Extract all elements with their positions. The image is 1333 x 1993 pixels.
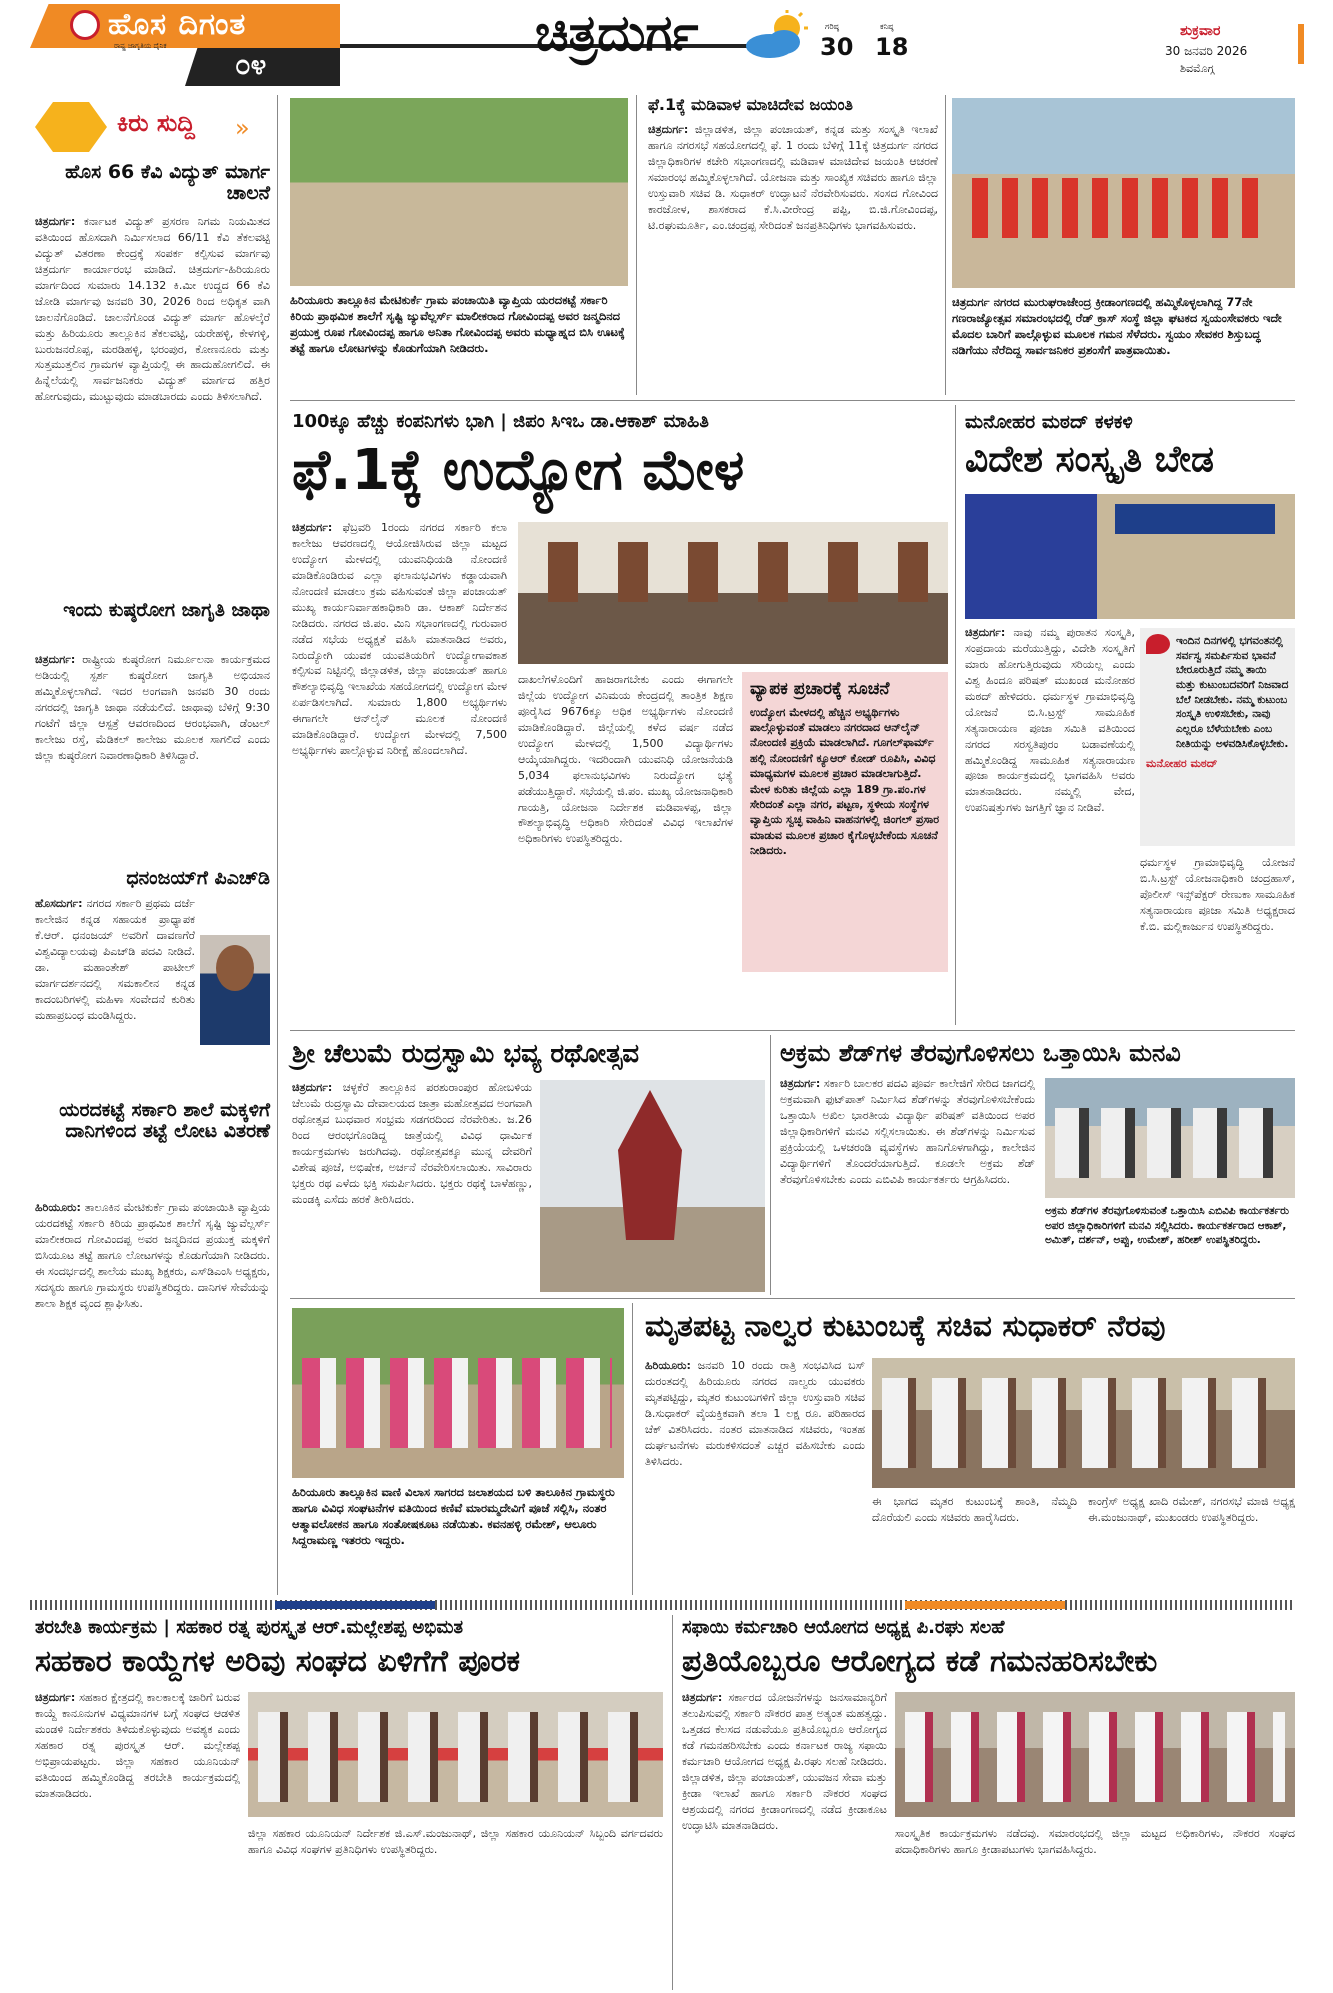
article-body: ಕರ್ನಾಟಕ ವಿದ್ಯುತ್ ಪ್ರಸರಣ ನಿಗಮ ನಿಯಮಿತದ ವತಿಯಿಂದ ಹೊಸದಾಗಿ ನಿರ್ಮಿಸಲಾದ 66/11 ಕೆವಿ ತೆಕಲವಟ್ಟಿ ವಿದ್ಯುತ್ ವಿತರಣಾ ಕೇಂದ್ರಕ್ಕೆ ಸಂಪರ್ಕ ಕಲ್ಪಿಸುವ ಮಾರ್ಗವು ಚಿತ್ರದುರ್ಗ ಕಾರ್ಯಾರಂಭ ಮಾಡಿದೆ. ಚಿತ್ರದುರ್ಗ-ಹಿರಿಯೂರು ಮಾರ್ಗದಿಂದ ಸುಮಾರು 14.132 ಕಿ.ಮೀ ಉದ್ದದ 66 ಕೆವಿ ಜೋಡಿ ಮಾರ್ಗವು ಜನವರಿ 30, 2026 ರಿಂದ ಅಧಿಕೃತ ವಾಗಿ ಚಾಲನೆಗೊಂಡಿದೆ. ಚಾಲನೆಗೊಂಡ ವಿದ್ಯುತ್ ಮಾರ್ಗ ಹೊಳಲ್ಕೆರೆ ಮತ್ತು ಹಿರಿಯೂರು ತಾಲ್ಲೂಕಿನ ತೆಕಲವಟ್ಟಿ, ಯರೇಹಳ್ಳಿ, ಕೇಳಗಳ್ಳಿ, ಬುರುಜನರೊಪ್ಪ, ಮರಡಿಹಳ್ಳಿ, ಭರಂಪುರ, ಕೋಣನೂರು ಮತ್ತು ಸುತ್ತಮುತ್ತಲಿನ ಗ್ರಾಮಗಳ ವ್ಯಾಪ್ತಿಯಲ್ಲಿ ಈ ಹಾದುಹೋಗಲಿದೆ. ಈ ಹಿನ್ನೆಲೆಯಲ್ಲಿ ಸಾರ್ವಜನಿಕರು ವಿದ್ಯುತ್ ಮಾರ್ಗದ ಹತ್ತಿರ ಹೋಗುವುದು, ಮುಟ್ಟುವುದು ಮಾಡಬಾರದು ಎಂದು ತಿಳಿಸಲಾಗಿದೆ. xyxy=(35,215,270,404)
article-power-line xyxy=(35,214,270,584)
article-body: ಧರ್ಮಸ್ಥಳ ಗ್ರಾಮಾಭಿವೃದ್ಧಿ ಯೋಜನೆ ಬಿ.ಸಿ.ಟ್ರಸ್ಟ್ ಯೋಜನಾಧಿಕಾರಿ ಚಂದ್ರಹಾಸ್, ಪೊಲೀಸ್ ಇನ್ಸ್‌ಪೆಕ್ಟರ್ ರೇಣುಕಾ ಸಾಮೂಹಿಕ ಸತ್ಯನಾರಾಯಣ ಪೂಜಾ ಸಮಿತಿ ಅಧ್ಯಕ್ಷರಾದ ಕೆ.ಬಿ. ಮಲ್ಲಿಕಾರ್ಜುನ ಉಪಸ್ಥಿತರಿದ್ದರು. xyxy=(1140,856,1295,933)
article-safai-col2 xyxy=(895,1826,1295,1986)
portrait-photo xyxy=(200,935,270,1045)
group-photo xyxy=(292,1308,624,1478)
headline-chariot: ಶ್ರೀ ಚೆಲುಮೆ ರುದ್ರಸ್ವಾಮಿ ಭವ್ಯ ರಥೋತ್ಸವ xyxy=(292,1039,640,1069)
dateline: ಹಿರಿಯೂರು: xyxy=(645,1359,691,1372)
article-body: ರಾಷ್ಟ್ರೀಯ ಕುಷ್ಠರೋಗ ನಿರ್ಮೂಲನಾ ಕಾರ್ಯಕ್ರಮದ ಅಡಿಯಲ್ಲಿ ಸ್ಪರ್ಶ ಕುಷ್ಠರೋಗ ಜಾಗೃತಿ ಅಭಿಯಾನ ಹಮ್ಮಿಕೊಳ್ಳಲಾಗಿದೆ. ಇದರ ಅಂಗವಾಗಿ ಜನವರಿ 30 ರಂದು ನಗರದಲ್ಲಿ ಜಾಗೃತಿ ಜಾಥಾ ನಡೆಯಲಿದೆ. ಜಾಥಾವು ಬೆಳಿಗ್ಗೆ 9:30 ಗಂಟೆಗೆ ಜಿಲ್ಲಾ ಆಸ್ಪತ್ರೆ ಆವರಣದಿಂದ ಆರಂಭವಾಗಿ, ಡೆಂಟಲ್ ಕಾಲೇಜು ರಸ್ತೆ, ಮೆಡಿಕಲ್ ಕಾಲೇಜು ಮೂಲಕ ಸಾಗಲಿದೆ ಎಂದು ಜಿಲ್ಲಾ ಕುಷ್ಠರೋಗ ನಿವಾರಣಾಧಿಕಾರಿ ತಿಳಿಸಿದ್ದಾರೆ. xyxy=(35,653,270,762)
article-chariot xyxy=(292,1080,532,1290)
column-rule xyxy=(770,1035,771,1295)
article-culture xyxy=(965,625,1135,1015)
article-leprosy xyxy=(35,652,270,857)
kiru-suddi-badge xyxy=(35,96,265,156)
kicker-job-fair: 100ಕ್ಕೂ ಹೆಚ್ಚು ಕಂಪನಿಗಳು ಭಾಗಿ | ಜಿಪಂ ಸಿಇಒ ಡಾ.ಆಕಾಶ್ ಮಾಹಿತಿ xyxy=(292,411,709,432)
separator-accent-orange xyxy=(905,1601,1065,1609)
row-rule xyxy=(290,400,1295,401)
parade-marchers xyxy=(972,178,1272,238)
min-temp: 18 xyxy=(875,33,909,61)
quote-box xyxy=(1140,628,1295,846)
column-rule xyxy=(636,95,637,395)
culture-photo xyxy=(965,494,1295,619)
article-body: ದಾಖಲೆಗಳೊಂದಿಗೆ ಹಾಜರಾಗಬೇಕು ಎಂದು ಈಗಾಗಲೇ ಜಿಲ್ಲೆಯ ಉದ್ಯೋಗ ವಿನಿಮಯ ಕೇಂದ್ರದಲ್ಲಿ ತಾಂತ್ರಿಕ ಶಿಕ್ಷಣ ಪೂರೈಸಿದ 9676ಕ್ಕೂ ಅಧಿಕ ಅಭ್ಯರ್ಥಿಗಳು ನೋಂದಣಿ ಮಾಡಿಕೊಂಡಿದ್ದಾರೆ. ಜಿಲ್ಲೆಯಲ್ಲಿ ಕಳೆದ ವರ್ಷ ನಡೆದ ಉದ್ಯೋಗ ಮೇಳದಲ್ಲಿ 1,500 ವಿದ್ಯಾರ್ಥಿಗಳು ಆಯ್ಕೆಯಾಗಿದ್ದರು. ಇದರಿಂದಾಗಿ ಯುವನಿಧಿ ಯೋಜನೆಯಡಿ 5,034 ಫಲಾನುಭವಿಗಳು ನಿರುದ್ಯೋಗ ಭತ್ಯೆ ಪಡೆಯುತ್ತಿದ್ದಾರೆ. ಸಭೆಯಲ್ಲಿ ಜಿ.ಪಂ. ಮುಖ್ಯ ಯೋಜನಾಧಿಕಾರಿ ಗಾಯತ್ರಿ, ಯೋಜನಾ ನಿರ್ದೇಶಕ ಮಡಿವಾಳಪ್ಪ, ಜಿಲ್ಲಾ ಕೌಶಲ್ಯಾಭಿವೃದ್ಧಿ ಅಧಿಕಾರಿ ಸೇರಿದಂತೆ ವಿವಿಧ ಇಲಾಖೆಗಳ ಅಧಿಕಾರಿಗಳು ಉಪಸ್ಥಿತರಿದ್ದರು. xyxy=(518,673,733,846)
highlight-box-title: ವ್ಯಾಪಕ ಪ್ರಚಾರಕ್ಕೆ ಸೂಚನೆ xyxy=(750,679,890,699)
school-photo xyxy=(290,98,628,286)
headline-power-line: ಹೊಸ 66 ಕೆವಿ ವಿದ್ಯುತ್ ಮಾರ್ಗ ಚಾಲನೆ xyxy=(65,161,270,204)
dateline: ಚಿತ್ರದುರ್ಗ: xyxy=(965,626,1006,639)
article-body: ಸಹಕಾರ ಕ್ಷೇತ್ರದಲ್ಲಿ ಕಾಲಕಾಲಕ್ಕೆ ಜಾರಿಗೆ ಬರುವ ಕಾಯ್ದೆ ಕಾನೂನುಗಳ ವಿಧ್ಯಮಾನಗಳ ಬಗ್ಗೆ ಸಂಘದ ಆಡಳಿತ ಮಂಡಳಿ ನಿರ್ದೇಶಕರು ತಿಳಿದುಕೊಳ್ಳುವುದು ಅವಶ್ಯಕ ಎಂದು ಸಹಕಾರ ರತ್ನ ಪುರಸ್ಕೃತ ಆರ್. ಮಲ್ಲೇಶಪ್ಪ ಅಭಿಪ್ರಾಯಪಟ್ಟರು. ಜಿಲ್ಲಾ ಸಹಕಾರ ಯೂನಿಯನ್ ವತಿಯಿಂದ ಹಮ್ಮಿಕೊಂಡಿದ್ದ ತರಬೇತಿ ಕಾರ್ಯಕ್ರಮದಲ್ಲಿ ಮಾತನಾಡಿದರು. xyxy=(35,1691,240,1800)
max-temp-label: ಗರಿಷ್ಠ xyxy=(825,22,839,31)
kiru-suddi-label: ಕಿರು ಸುದ್ದಿ xyxy=(117,109,195,137)
caption-group-photo: ಹಿರಿಯೂರು ತಾಲ್ಲೂಕಿನ ವಾಣಿ ವಿಲಾಸ ಸಾಗರದ ಜಲಾಶಯದ ಬಳಿ ತಾಲೂಕಿನ ಗ್ರಾಮಸ್ಥರು ಹಾಗೂ ವಿವಿಧ ಸಂಘಟನೆಗಳ ವತಿಯಿಂದ ಕಣಿವೆ ಮಾರಮ್ಮದೇವಿಗೆ ಪೂಜೆ ಸಲ್ಲಿಸಿ, ನಂತರ ಆತ್ಮಾವಲೋಕನ ಹಾಗೂ ಸಂತೋಷಕೂಟ ನಡೆಯಿತು. ಕವನಹಳ್ಳಿ ರಮೇಶ್, ಆಲೂರು ಸಿದ್ದರಾಮಣ್ಣ ಇತರರು ಇದ್ದರು. xyxy=(292,1485,615,1548)
article-body: ಚಳ್ಳಕೆರೆ ತಾಲ್ಲೂಕಿನ ಪರಶುರಾಂಪುರ ಹೋಬಳಿಯ ಚೆಲುಮೆ ರುದ್ರಸ್ವಾಮಿ ದೇವಾಲಯದ ಜಾತ್ರಾ ಮಹೋತ್ಸವದ ಅಂಗವಾಗಿ ರಥೋತ್ಸವ ಬುಧವಾರ ಸಂಭ್ರಮ ಸಡಗರದಿಂದ ನೆರವೇರಿತು. ಜ.26 ರಿಂದ ಆರಂಭಗೊಂಡಿದ್ದ ಜಾತ್ರೆಯಲ್ಲಿ ವಿವಿಧ ಧಾರ್ಮಿಕ ಕಾರ್ಯಕ್ರಮಗಳು ಜರುಗಿದವು. ರಥೋತ್ಸವಕ್ಕೂ ಮುನ್ನ ದೇವರಿಗೆ ವಿಶೇಷ ಪೂಜೆ, ಅಭಿಷೇಕ, ಅರ್ಚನೆ ನೆರವೇರಿಸಲಾಯಿತು. ಸಾವಿರಾರು ಭಕ್ತರು ರಥ ಎಳೆದು ಭಕ್ತಿ ಸಮರ್ಪಿಸಿದರು. ಭಕ್ತರು ರಥಕ್ಕೆ ಬಾಳೆಹಣ್ಣು, ಮಂಡಕ್ಕಿ ಎಸೆದು ಹರಕೆ ತೀರಿಸಿದರು. xyxy=(292,1081,532,1206)
caption-school-photo: ಹಿರಿಯೂರು ತಾಲ್ಲೂಕಿನ ಮೇಟಿಕುರ್ಕೆ ಗ್ರಾಮ ಪಂಚಾಯಿತಿ ವ್ಯಾಪ್ತಿಯ ಯರದಕಟ್ಟೆ ಸರ್ಕಾರಿ ಕಿರಿಯ ಪ್ರಾಥಮಿಕ ಶಾಲೆಗೆ ಸೃಷ್ಟಿ ಜ್ಯುವೆಲ್ಲರ್ಸ್ ಮಾಲೀಕರಾದ ಗೋವಿಂದಪ್ಪ ಅವರ ಜನ್ಮದಿನದ ಪ್ರಯುಕ್ತ ರೂಪ ಗೋವಿಂದಪ್ಪ ಹಾಗೂ ಅನಿತಾ ಗೋವಿಂದಪ್ಪ ಅವರು ಮಧ್ಯಾಹ್ನದ ಬಿಸಿ ಊಟಕ್ಕೆ ತಟ್ಟೆ ಹಾಗೂ ಲೋಟಗಳನ್ನು ಕೊಡುಗೆಯಾಗಿ ನೀಡಿದರು. xyxy=(290,293,625,356)
headline-safai: ಪ್ರತಿಯೊಬ್ಬರೂ ಆರೋಗ್ಯದ ಕಡೆ ಗಮನಹರಿಸಬೇಕು xyxy=(682,1644,1158,1679)
partly-cloudy-icon xyxy=(742,10,812,60)
article-body: ಜಿಲ್ಲಾಡಳಿತ, ಜಿಲ್ಲಾ ಪಂಚಾಯತ್, ಕನ್ನಡ ಮತ್ತು ಸಂಸ್ಕೃತಿ ಇಲಾಖೆ ಹಾಗೂ ನಗರಸಭೆ ಸಹಯೋಗದಲ್ಲಿ ಫೆ. 1 ರಂದು ಬೆಳಿಗ್ಗೆ 11ಕ್ಕೆ ಚಿತ್ರದುರ್ಗ ನಗರದ ಜಿಲ್ಲಾಧಿಕಾರಿಗಳ ಕಚೇರಿ ಸಭಾಂಗಣದಲ್ಲಿ ಮಡಿವಾಳ ಮಾಚಿದೇವ ಜಯಂತಿ ಆಚರಣೆ ಸಮಾರಂಭ ಹಮ್ಮಿಕೊಳ್ಳಲಾಗಿದೆ. ಯೋಜನಾ ಮತ್ತು ಸಾಂಖ್ಯಿಕ ಸಚಿವರು ಹಾಗೂ ಜಿಲ್ಲಾ ಉಸ್ತುವಾರಿ ಸಚಿವ ಡಿ. ಸುಧಾಕರ್ ಉದ್ಘಾಟನೆ ನೆರವೇರಿಸುವರು. ಸಂಸದ ಗೋವಿಂದ ಕಾರಜೋಳ, ಶಾಸಕರಾದ ಕೆ.ಸಿ.ವೀರೇಂದ್ರ ಪಪ್ಪಿ, ಬಿ.ಜಿ.ಗೋವಿಂದಪ್ಪ, ಟಿ.ರಘುಮೂರ್ತಿ, ಎಂ.ಚಂದ್ರಪ್ಪ ಸೇರಿದಂತೆ ಜನಪ್ರತಿನಿಧಿಗಳು ಭಾಗವಹಿಸುವರು. xyxy=(648,123,938,232)
meeting-photo xyxy=(518,522,948,664)
headline-job-fair: ಫೆ.1ಕ್ಕೆ ಉದ್ಯೋಗ ಮೇಳ xyxy=(292,438,745,503)
masthead-accent xyxy=(1298,24,1304,64)
parade-photo xyxy=(952,98,1295,288)
article-body: ಸರ್ಕಾರದ ಯೋಜನೆಗಳನ್ನು ಜನಸಾಮಾನ್ಯರಿಗೆ ತಲುಪಿಸುವಲ್ಲಿ ಸರ್ಕಾರಿ ನೌಕರರ ಪಾತ್ರ ಅತ್ಯಂತ ಮಹತ್ವದ್ದು. ಒತ್ತಡದ ಕೆಲಸದ ನಡುವೆಯೂ ಪ್ರತಿಯೊಬ್ಬರೂ ಆರೋಗ್ಯದ ಕಡೆ ಗಮನಹರಿಸಬೇಕು ಎಂದು ಕರ್ನಾಟಕ ರಾಜ್ಯ ಸಫಾಯಿ ಕರ್ಮಚಾರಿ ಆಯೋಗದ ಅಧ್ಯಕ್ಷ ಪಿ.ರಘು ಸಲಹೆ ನೀಡಿದರು. ಜಿಲ್ಲಾಡಳಿತ, ಜಿಲ್ಲಾ ಪಂಚಾಯತ್, ಯುವಜನ ಸೇವಾ ಮತ್ತು ಕ್ರೀಡಾ ಇಲಾಖೆ ಹಾಗೂ ಸರ್ಕಾರಿ ನೌಕರರ ಸಂಘದ ಆಶ್ರಯದಲ್ಲಿ ನಗರದ ಕ್ರೀಡಾಂಗಣದಲ್ಲಿ ನಡೆದ ಕ್ರೀಡಾಕೂಟ ಉದ್ಘಾಟಿಸಿ ಮಾತನಾಡಿದರು. xyxy=(682,1691,887,1832)
minister-photo xyxy=(872,1358,1295,1488)
chevron-right-icon: » xyxy=(235,114,250,142)
column-rule xyxy=(955,405,956,1025)
headline-madivala: ಫೆ.1ಕ್ಕೆ ಮಡಿವಾಳ ಮಾಚಿದೇವ ಜಯಂತಿ xyxy=(648,95,854,114)
date-label: 30 ಜನವರಿ 2026 xyxy=(1165,44,1248,58)
min-temp-label: ಕನಿಷ್ಠ xyxy=(880,22,894,31)
paper-name: ಹೊಸ ದಿಗಂತ xyxy=(108,7,247,42)
article-body: ಸರ್ಕಾರಿ ಬಾಲಕರ ಪದವಿ ಪೂರ್ವ ಕಾಲೇಜಿಗೆ ಸೇರಿದ ಜಾಗದಲ್ಲಿ ಅಕ್ರಮವಾಗಿ ಫುಟ್‌ಪಾತ್ ನಿರ್ಮಿಸಿದ ಶೆಡ್‌ಗಳನ್ನು ತೆರವುಗೊಳಿಸಬೇಕೆಂದು ಒತ್ತಾಯಿಸಿ ಅಖಿಲ ಭಾರತೀಯ ವಿದ್ಯಾರ್ಥಿ ಪರಿಷತ್ ವತಿಯಿಂದ ಅಪರ ಜಿಲ್ಲಾಧಿಕಾರಿಗಳಿಗೆ ಮನವಿ ಸಲ್ಲಿಸಲಾಯಿತು. ಈ ಶೆಡ್‌ಗಳನ್ನು ನಿರ್ಮಿಸುವ ಪ್ರಕ್ರಿಯೆಯಲ್ಲಿ ಒಳಚರಂಡಿ ವ್ಯವಸ್ಥೆಗಳು ಹಾನಿಗೊಳಗಾಗಿದ್ದು, ಕಾಲೇಜಿನ ವಿದ್ಯಾರ್ಥಿಗಳಿಗೆ ತೊಂದರೆಯಾಗುತ್ತಿದೆ. ಕೂಡಲೇ ಅಕ್ರಮ ಶೆಡ್ ತೆರವುಗೊಳಿಸಬೇಕು ಎಂದು ಎಬಿವಿಪಿ ಕಾರ್ಯಕರ್ತರು ಆಗ್ರಹಿಸಿದರು. xyxy=(780,1077,1035,1186)
article-job-fair-col2 xyxy=(518,672,733,1022)
safai-people xyxy=(905,1712,1285,1802)
headline-minister: ಮೃತಪಟ್ಟ ನಾಲ್ವರ ಕುಟುಂಬಕ್ಕೆ ಸಚಿವ ಸುಧಾಕರ್ ನೆರವು xyxy=(645,1309,1166,1344)
quote-text: ಇಂದಿನ ದಿನಗಳಲ್ಲಿ ಭಗವಂತನಲ್ಲಿ ಸರ್ವಸ್ವ ಸಮರ್ಪಿಸುವ ಭಾವನೆ ಬೇರೂರುತ್ತಿದೆ ನಮ್ಮ ತಾಯಿ ಮತ್ತು ಕುಟುಂಬದವರಿಗೆ ನಿಜವಾದ ಬೆಲೆ ನೀಡಬೇಕು. ನಮ್ಮ ಕುಟುಂಬ ಸಂಸ್ಕೃತಿ ಉಳಿಸಬೇಕು, ನಾವು ಎಲ್ಲರೂ ಬೆಳೆಯಬೇಕು ಎಂಬ ನೀತಿಯನ್ನು ಅಳವಡಿಸಿಕೊಳ್ಳಬೇಕು. xyxy=(1176,635,1289,750)
headline-leprosy: ಇಂದು ಕುಷ್ಠರೋಗ ಜಾಗೃತಿ ಜಾಥಾ xyxy=(63,599,270,621)
article-sheds xyxy=(780,1076,1035,1288)
masthead xyxy=(30,4,1305,86)
article-culture-col2 xyxy=(1140,855,1295,1020)
dateline: ಚಿತ್ರದುರ್ಗ: xyxy=(292,1081,333,1094)
article-madivala xyxy=(648,122,938,390)
meeting-people xyxy=(548,542,928,602)
quote-author: ಮನೋಹರ ಮಠದ್ xyxy=(1146,756,1218,770)
article-cooperative-col2 xyxy=(248,1826,663,1986)
cooperative-photo xyxy=(248,1692,663,1817)
article-body: ತಾಲೂಕಿನ ಮೇಟಿಕುರ್ಕೆ ಗ್ರಾಮ ಪಂಚಾಯಿತಿ ವ್ಯಾಪ್ತಿಯ ಯರದಕಟ್ಟೆ ಸರ್ಕಾರಿ ಕಿರಿಯ ಪ್ರಾಥಮಿಕ ಶಾಲೆಗೆ ಸೃಷ್ಟಿ ಜ್ಯುವೆಲ್ಲರ್ಸ್ ಮಾಲೀಕರಾದ ಗೋವಿಂದಪ್ಪ ಅವರ ಜನ್ಮದಿನದ ಪ್ರಯುಕ್ತ ಮಕ್ಕಳಿಗೆ ಬಿಸಿಯೂಟ ತಟ್ಟೆ ಹಾಗೂ ಲೋಟಗಳನ್ನು ಕೊಡುಗೆಯಾಗಿ ನೀಡಿದರು. ಈ ಸಂದರ್ಭದಲ್ಲಿ ಶಾಲೆಯ ಮುಖ್ಯ ಶಿಕ್ಷಕರು, ಎಸ್‌ಡಿಎಂಸಿ ಅಧ್ಯಕ್ಷರು, ಸದಸ್ಯರು ಹಾಗೂ ಗ್ರಾಮಸ್ಥರು ಉಪಸ್ಥಿತರಿದ್ದರು. ದಾನಿಗಳ ಸೇವೆಯನ್ನು ಶಾಲಾ ಶಿಕ್ಷಕ ವೃಂದ ಶ್ಲಾಘಿಸಿತು. xyxy=(35,1201,270,1310)
article-cooperative xyxy=(35,1690,240,1985)
article-body: ಸಾಂಸ್ಕೃತಿಕ ಕಾರ್ಯಕ್ರಮಗಳು ನಡೆದವು. ಸಮಾರಂಭದಲ್ಲಿ ಜಿಲ್ಲಾ ಮಟ್ಟದ ಅಧಿಕಾರಿಗಳು, ನೌಕರರ ಸಂಘದ ಪದಾಧಿಕಾರಿಗಳು ಹಾಗೂ ಕ್ರೀಡಾಪಟುಗಳು ಭಾಗವಹಿಸಿದ್ದರು. xyxy=(895,1827,1295,1856)
portrait-face xyxy=(216,945,254,991)
edition-label: ಶಿವಮೊಗ್ಗ xyxy=(1180,62,1215,75)
chariot-photo xyxy=(540,1080,765,1292)
section-separator xyxy=(30,1600,1295,1610)
dateline: ಚಿತ್ರದುರ್ಗ: xyxy=(682,1691,723,1704)
dateline: ಚಿತ್ರದುರ್ಗ: xyxy=(35,653,76,666)
headline-cooperative: ಸಹಕಾರ ಕಾಯ್ದೆಗಳ ಅರಿವು ಸಂಘದ ಏಳಿಗೆಗೆ ಪೂರಕ xyxy=(35,1644,521,1679)
dateline: ಹಿರಿಯೂರು: xyxy=(35,1201,81,1214)
dateline: ಚಿತ್ರದುರ್ಗ: xyxy=(35,215,76,228)
article-job-fair-col1 xyxy=(292,520,507,1020)
kicker-culture: ಮನೋಹರ ಮಠದ್ ಕಳಕಳಿ xyxy=(965,411,1133,433)
sheds-photo xyxy=(1045,1078,1295,1198)
article-body: ಫೆಬ್ರವರಿ 1ರಂದು ನಗರದ ಸರ್ಕಾರಿ ಕಲಾ ಕಾಲೇಜು ಆವರಣದಲ್ಲಿ ಆಯೋಜಿಸಿರುವ ಜಿಲ್ಲಾ ಮಟ್ಟದ ಉದ್ಯೋಗ ಮೇಳದಲ್ಲಿ ಯುವನಿಧಿಯಡಿ ನೋಂದಣಿ ಮಾಡಿಕೊಂಡಿರುವ ಎಲ್ಲಾ ಫಲಾನುಭವಿಗಳು ಕಡ್ಡಾಯವಾಗಿ ನೋಂದಣಿ ಮಾಡಲು ಕ್ರಮ ವಹಿಸುವಂತೆ ಜಿಲ್ಲಾ ಪಂಚಾಯತ್ ಮುಖ್ಯ ಕಾರ್ಯನಿರ್ವಾಹಕಾಧಿಕಾರಿ ಡಾ. ಆಕಾಶ್ ನಿರ್ದೇಶನ ನೀಡಿದರು. ನಗರದ ಜಿ.ಪಂ. ಮಿನಿ ಸಭಾಂಗಣದಲ್ಲಿ ಗುರುವಾರ ನಡೆದ ಸಭೆಯ ಅಧ್ಯಕ್ಷತೆ ವಹಿಸಿ ಮಾತನಾಡಿದ ಅವರು, ನಿರುದ್ಯೋಗಿ ಯುವಕ ಯುವತಿಯರಿಗೆ ಉದ್ಯೋಗಾವಕಾಶ ಕಲ್ಪಿಸುವ ನಿಟ್ಟಿನಲ್ಲಿ ಜಿಲ್ಲಾಡಳಿತ, ಜಿಲ್ಲಾ ಪಂಚಾಯತ್ ಹಾಗೂ ಕೌಶಲ್ಯಾಭಿವೃದ್ಧಿ ಇಲಾಖೆಯ ಸಹಯೋಗದಲ್ಲಿ ಉದ್ಯೋಗ ಮೇಳ ಏರ್ಪಡಿಸಲಾಗಿದೆ. ಸುಮಾರು 1,800 ಅಭ್ಯರ್ಥಿಗಳು ಈಗಾಗಲೇ ಆನ್‌ಲೈನ್ ಮೂಲಕ ನೋಂದಣಿ ಮಾಡಿಕೊಂಡಿದ್ದಾರೆ. ಉದ್ಯೋಗ ಮೇಳದಲ್ಲಿ 7,500 ಅಭ್ಯರ್ಥಿಗಳು ಪಾಲ್ಗೊಳ್ಳುವ ನಿರೀಕ್ಷೆ ಹೊಂದಲಾಗಿದೆ. xyxy=(292,521,507,758)
safai-photo xyxy=(895,1692,1295,1817)
dateline: ಚಿತ್ರದುರ್ಗ: xyxy=(648,123,689,136)
quote-icon xyxy=(1146,634,1170,654)
caption-parade-photo: ಚಿತ್ರದುರ್ಗ ನಗರದ ಮುರುಘರಾಜೇಂದ್ರ ಕ್ರೀಡಾಂಗಣದಲ್ಲಿ ಹಮ್ಮಿಕೊಳ್ಳಲಾಗಿದ್ದ 77ನೇ ಗಣರಾಜ್ಯೋತ್ಸವ ಸಮಾರಂಭದಲ್ಲಿ ರೆಡ್ ಕ್ರಾಸ್ ಸಂಸ್ಥೆ ಜಿಲ್ಲಾ ಘಟಕದ ಸ್ವಯಂಸೇವಕರು ಇದೇ ಮೊದಲ ಬಾರಿಗೆ ಪಾಲ್ಗೊಳ್ಳುವ ಮೂಲಕ ಗಮನ ಸೆಳೆದರು. ಸ್ವಯಂ ಸೇವಕರ ಶಿಸ್ತುಬದ್ಧ ನಡಿಗೆಯು ನೆರೆದಿದ್ದ ಸಾರ್ವಜನಿಕರ ಪ್ರಶಂಸೆಗೆ ಪಾತ್ರವಾಯಿತು. xyxy=(952,295,1282,358)
kicker-safai: ಸಫಾಯಿ ಕರ್ಮಚಾರಿ ಆಯೋಗದ ಅಧ್ಯಕ್ಷ ಪಿ.ರಘು ಸಲಹೆ xyxy=(682,1617,1005,1638)
article-safai xyxy=(682,1690,887,1985)
headline-culture: ವಿದೇಶ ಸಂಸ್ಕೃತಿ ಬೇಡ xyxy=(965,439,1214,480)
dateline: ಚಿತ್ರದುರ್ಗ: xyxy=(292,521,333,534)
headline-sheds: ಅಕ್ರಮ ಶೆಡ್‌ಗಳ ತೆರವುಗೊಳಿಸಲು ಒತ್ತಾಯಿಸಿ ಮನವಿ xyxy=(780,1039,1181,1067)
highlight-box xyxy=(742,672,948,972)
caption-minister-1: ಈ ಭಾಗದ ಮೃತರ ಕುಟುಂಬಕ್ಕೆ ಶಾಂತಿ, ನೆಮ್ಮದಿ ದೊರೆಯಲಿ ಎಂದು ಸಚಿವರು ಹಾರೈಸಿದರು. xyxy=(872,1495,1077,1524)
logo-icon xyxy=(70,10,100,40)
dateline: ಹೊಸದುರ್ಗ: xyxy=(35,897,83,910)
dateline: ಚಿತ್ರದುರ್ಗ: xyxy=(35,1691,76,1704)
column-rule xyxy=(277,95,278,1595)
column-rule xyxy=(672,1615,673,1990)
city-name: ಚಿತ್ರದುರ್ಗ xyxy=(535,4,699,62)
article-body: ಜನವರಿ 10 ರಂದು ರಾತ್ರಿ ಸಂಭವಿಸಿದ ಬಸ್ ದುರಂತದಲ್ಲಿ ಹಿರಿಯೂರು ನಗರದ ನಾಲ್ವರು ಯುವಕರು ಮೃತಪಟ್ಟಿದ್ದು, ಮೃತರ ಕುಟುಂಬಗಳಿಗೆ ಜಿಲ್ಲಾ ಉಸ್ತುವಾರಿ ಸಚಿವ ಡಿ.ಸುಧಾಕರ್ ವೈಯಕ್ತಿಕವಾಗಿ ತಲಾ 1 ಲಕ್ಷ ರೂ. ಪರಿಹಾರದ ಚೆಕ್ ವಿತರಿಸಿದರು. ನಂತರ ಮಾತನಾಡಿದ ಸಚಿವರು, ಇಂತಹ ದುರ್ಘಟನೆಗಳು ಮರುಕಳಿಸದಂತೆ ಎಚ್ಚರ ವಹಿಸಬೇಕು ಎಂದು ತಿಳಿಸಿದರು. xyxy=(645,1359,865,1468)
headline-plates: ಯರದಕಟ್ಟೆ ಸರ್ಕಾರಿ ಶಾಲೆ ಮಕ್ಕಳಿಗೆ ದಾನಿಗಳಿಂದ ತಟ್ಟೆ ಲೋಟ ವಿತರಣೆ xyxy=(59,1099,270,1142)
article-dhananjay xyxy=(35,896,195,1091)
row-rule xyxy=(290,1030,1295,1031)
highlight-box-body: ಉದ್ಯೋಗ ಮೇಳದಲ್ಲಿ ಹೆಚ್ಚಿನ ಅಭ್ಯರ್ಥಿಗಳು ಪಾಲ್ಗೊಳ್ಳುವಂತೆ ಮಾಡಲು ನಗರದಾದ ಆನ್‌ಲೈನ್ ನೋಂದಣಿ ಪ್ರಕ್ರಿಯೆ ಮಾಡಲಾಗಿದೆ. ಗೂಗಲ್‌ಫಾರ್ಮ್ ಹಲ್ಲಿ ನೋಂದಣಿಗೆ ಕ್ಯೂಆರ್ ಕೋಡ್ ರೂಪಿಸಿ, ವಿವಿಧ ಮಾಧ್ಯಮಗಳ ಮೂಲಕ ಪ್ರಚಾರ ಮಾಡಲಾಗುತ್ತಿದೆ. ಮೇಳ ಕುರಿತು ಜಿಲ್ಲೆಯ ಎಲ್ಲಾ 189 ಗ್ರಾ.ಪಂ.ಗಳ ಸೇರಿದಂತೆ ಎಲ್ಲಾ ನಗರ, ಪಟ್ಟಣ, ಸ್ಥಳೀಯ ಸಂಸ್ಥೆಗಳ ವ್ಯಾಪ್ತಿಯ ಸ್ವಚ್ಛ ವಾಹಿನಿ ವಾಹನಗಳಲ್ಲಿ ಜಿಂಗಲ್ ಪ್ರಸಾರ ಮಾಡುವ ಮೂಲಕ ಪ್ರಚಾರ ಕೈಗೊಳ್ಳಬೇಕೆಂದು ಸೂಚನೆ ನೀಡಿದರು. xyxy=(750,705,940,858)
separator-accent-blue xyxy=(275,1601,435,1609)
caption-sheds: ಅಕ್ರಮ ಶೆಡ್‌ಗಳ ತೆರವುಗೊಳಿಸುವಂತೆ ಒತ್ತಾಯಿಸಿ ಎಬಿವಿಪಿ ಕಾರ್ಯಕರ್ತರು ಅಪರ ಜಿಲ್ಲಾಧಿಕಾರಿಗಳಿಗೆ ಮನವಿ ಸಲ್ಲಿಸಿದರು. ಕಾರ್ಯಕರ್ತರಾದ ಆಕಾಶ್, ಅಮಿತ್, ದರ್ಶನ್, ಅಪ್ಪು, ಉಮೇಶ್, ಹರೀಶ್ ಉಪಸ್ಥಿತರಿದ್ದರು. xyxy=(1045,1205,1290,1247)
column-rule xyxy=(632,1303,633,1595)
cooperative-people xyxy=(258,1712,653,1802)
group-people xyxy=(302,1358,612,1448)
caption-minister-2: ಕಾಂಗ್ರೆಸ್ ಅಧ್ಯಕ್ಷ ಖಾದಿ ರಮೇಶ್, ನಗರಸಭೆ ಮಾಜಿ ಅಧ್ಯಕ್ಷ ಈ.ಮಂಜುನಾಥ್, ಮುಖಂಡರು ಉಪಸ್ಥಿತರಿದ್ದರು. xyxy=(1088,1495,1295,1524)
kicker-cooperative: ತರಬೇತಿ ಕಾರ್ಯಕ್ರಮ | ಸಹಕಾರ ರತ್ನ ಪುರಸ್ಕೃತ ಆರ್.ಮಲ್ಲೇಶಪ್ಪ ಅಭಿಮತ xyxy=(35,1617,463,1638)
dateline: ಚಿತ್ರದುರ್ಗ: xyxy=(780,1077,821,1090)
row-rule xyxy=(290,1298,1295,1299)
article-plates xyxy=(35,1200,270,1590)
sheds-people xyxy=(1055,1108,1285,1178)
culture-banner xyxy=(1115,504,1275,534)
article-minister xyxy=(645,1358,865,1593)
max-temp: 30 xyxy=(820,33,854,61)
column-rule xyxy=(945,95,946,395)
hand-icon xyxy=(35,102,107,152)
article-body: ನಗರದ ಸರ್ಕಾರಿ ಪ್ರಥಮ ದರ್ಜೆ ಕಾಲೇಜಿನ ಕನ್ನಡ ಸಹಾಯಕ ಪ್ರಾಧ್ಯಾಪಕ ಕೆ.ಆರ್. ಧನಂಜಯ್ ಅವರಿಗೆ ದಾವಣಗೆರೆ ವಿಶ್ವವಿದ್ಯಾಲಯವು ಪಿಎಚ್‌ಡಿ ಪದವಿ ನೀಡಿದೆ. ಡಾ. ಮಹಾಂತೇಶ್ ಪಾಟೀಲ್ ಮಾರ್ಗದರ್ಶನದಲ್ಲಿ ಸಮಕಾಲೀನ ಕನ್ನಡ ಕಾದಂಬರಿಗಳಲ್ಲಿ ಮಹಿಳಾ ಸಂವೇದನೆ ಕುರಿತು ಮಹಾಪ್ರಬಂಧ ಮಂಡಿಸಿದ್ದರು. xyxy=(35,897,195,1022)
minister-people xyxy=(882,1378,1282,1468)
chariot-shape xyxy=(610,1090,690,1240)
article-body: ನಾವು ನಮ್ಮ ಪುರಾತನ ಸಂಸ್ಕೃತಿ, ಸಂಪ್ರದಾಯ ಮರೆಯುತ್ತಿದ್ದು, ವಿದೇಶಿ ಸಂಸ್ಕೃತಿಗೆ ಮಾರು ಹೋಗುತ್ತಿರುವುದು ಸರಿಯಲ್ಲ ಎಂದು ವಿಶ್ವ ಹಿಂದೂ ಪರಿಷತ್ ಮುಖಂಡ ಮನೋಹರ ಮಠದ್ ಹೇಳಿದರು. ಧರ್ಮಸ್ಥಳ ಗ್ರಾಮಾಭಿವೃದ್ಧಿ ಯೋಜನೆ ಬಿ.ಸಿ.ಟ್ರಸ್ಟ್ ಸಾಮೂಹಿಕ ಸತ್ಯನಾರಾಯಣ ಪೂಜಾ ಸಮಿತಿ ವತಿಯಿಂದ ನಗರದ ಸರಸ್ವತಿಪುರಂ ಬಡಾವಣೆಯಲ್ಲಿ ಹಮ್ಮಿಕೊಂಡಿದ್ದ ಸಾಮೂಹಿಕ ಸತ್ಯನಾರಾಯಣ ಪೂಜಾ ಕಾರ್ಯಕ್ರಮದಲ್ಲಿ ಭಾಗವಹಿಸಿ ಅವರು ಮಾತನಾಡಿದರು. ನಮ್ಮಲ್ಲಿ ವೇದ, ಉಪನಿಷತ್ತುಗಳು ಜಗತ್ತಿಗೆ ಜ್ಞಾನ ನೀಡಿವೆ. xyxy=(965,626,1135,815)
tagline: ರಾಷ್ಟ್ರ ಜಾಗೃತಿಯ ದೈನಿಕ xyxy=(114,42,167,50)
page-number: ೦೪ xyxy=(235,48,267,81)
article-body: ಜಿಲ್ಲಾ ಸಹಕಾರ ಯೂನಿಯನ್ ನಿರ್ದೇಶಕ ಜಿ.ಎಸ್.ಮಂಜುನಾಥ್, ಜಿಲ್ಲಾ ಸಹಕಾರ ಯೂನಿಯನ್ ಸಿಬ್ಬಂದಿ ವರ್ಗದವರು ಹಾಗೂ ವಿವಿಧ ಸಂಘಗಳ ಪ್ರತಿನಿಧಿಗಳು ಉಪಸ್ಥಿತರಿದ್ದರು. xyxy=(248,1827,663,1856)
headline-dhananjay: ಧನಂಜಯ್‌ಗೆ ಪಿಎಚ್‌ಡಿ xyxy=(126,867,270,889)
day-label: ಶುಕ್ರವಾರ xyxy=(1180,23,1221,39)
